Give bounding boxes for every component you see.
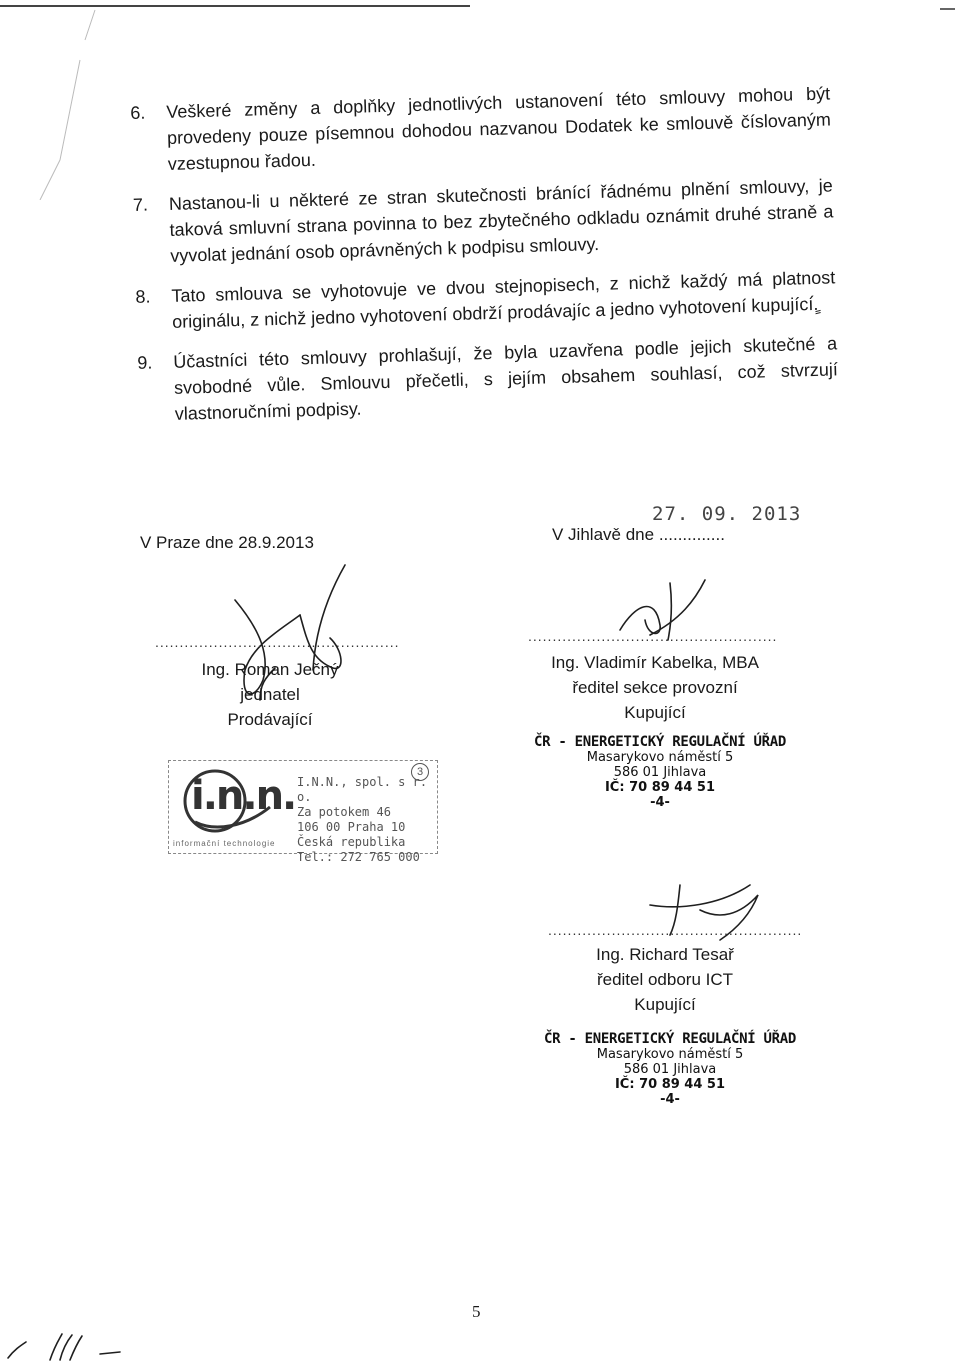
buyer2-signature-line: ....................................................	[548, 922, 803, 938]
clause-7	[133, 172, 835, 270]
contract-clauses	[130, 80, 839, 441]
stamp-street: Masarykovo náměstí 5	[586, 750, 734, 765]
seller-name: Ing. Roman Ječný	[201, 660, 339, 679]
right-place-prefix: V Jihlavě dne	[552, 525, 655, 544]
clause-text: Účastníci této smlouvy prohlašují, že byla uzavřena podle jejich skutečné a svobodné vůle. Smlouvu přečetli, s jejím obsahem souhlasí, což stvrzují vlastnoručními podpisy.	[173, 333, 839, 424]
right-date-dots: ..............	[658, 525, 725, 544]
buyer2-office-stamp	[540, 1032, 800, 1107]
clause-text: Veškeré změny a doplňky jednotlivých ustanovení této smlouvy mohou být provedeny pouze písemnou dohodou nazvanou Dodatek ke smlouvě číslovaným vzestupnou řadou.	[166, 83, 832, 174]
clause-number: 7.	[132, 194, 149, 215]
clause-8	[135, 264, 836, 336]
stamp-city: 586 01 Jihlava	[613, 765, 707, 780]
buyer1-party: Kupující	[624, 703, 686, 722]
stamp-title: ČR - ENERGETICKÝ REGULAČNÍ ÚŘAD	[544, 1031, 796, 1047]
stamp-city: 586 01 Jihlava	[623, 1062, 717, 1077]
seller-block	[175, 657, 365, 732]
inn-phone: Tel.: 272 765 000	[297, 850, 420, 864]
seller-company-stamp	[168, 760, 438, 864]
stamp-street: Masarykovo náměstí 5	[596, 1047, 744, 1062]
inn-stamp-number-badge	[411, 763, 429, 781]
inn-tagline: informační technologie	[173, 839, 276, 848]
clause-text: Tato smlouva se vyhotovuje ve dvou stejnopisech, z nichž každý má platnost originálu, z nichž jedno vyhotovení obdrží prodávajíc a jedno vyhotovení kupujícíٍ.	[171, 267, 836, 332]
inn-city: 106 00 Praha 10	[297, 820, 406, 834]
seller-signature-line: ..................................................	[155, 634, 400, 650]
buyer2-party: Kupující	[634, 995, 696, 1014]
clause-number: 6.	[130, 102, 146, 123]
inn-company-name: I.N.N., spol. s r. o.	[297, 775, 428, 804]
inn-stamp-number: 3	[416, 766, 424, 778]
clause-number: 9.	[137, 352, 153, 373]
scan-fold-mark	[0, 0, 110, 200]
stamp-number: -4-	[660, 1092, 680, 1107]
stamp-number: -4-	[650, 795, 670, 810]
buyer1-role: ředitel sekce provozní	[572, 678, 738, 697]
inn-street: Za potokem 46	[297, 805, 391, 819]
clause-text: Nastanou-li u některé ze stran skutečnosti bránící řádnému plnění smlouvy, je taková smluvní strana povinna to bez zbytečného odkladu oznámit druhé straně a vyvolat jednání osob oprávněných k podpisu smlouvy.	[168, 175, 834, 266]
right-place-date	[552, 525, 725, 545]
buyer2-role: ředitel odboru ICT	[596, 970, 734, 989]
inn-country: Česká republika	[297, 835, 406, 849]
inn-address	[297, 775, 437, 865]
clause-6	[130, 80, 832, 178]
left-place-date: V Praze dne 28.9.2013	[140, 533, 314, 552]
clause-9	[137, 330, 839, 428]
buyer1-name: Ing. Vladimír Kabelka, MBA	[551, 653, 759, 672]
inn-logo-text: i.n.n.	[191, 773, 296, 819]
buyer2-name: Ing. Richard Tesař	[596, 945, 734, 964]
stamp-title: ČR - ENERGETICKÝ REGULAČNÍ ÚŘAD	[534, 734, 786, 750]
buyer1-office-stamp	[530, 735, 790, 810]
stamp-id: IČ: 70 89 44 51	[604, 780, 716, 795]
buyer1-block	[520, 650, 790, 725]
stamp-id: IČ: 70 89 44 51	[614, 1077, 726, 1092]
scan-edge-line-right	[940, 8, 955, 10]
seller-role: jednatel	[240, 685, 300, 704]
buyer1-signature-line: ...................................................	[528, 628, 778, 644]
seller-party: Prodávající	[227, 710, 313, 729]
page-initials	[0, 1330, 130, 1366]
page-number: 5	[472, 1302, 481, 1321]
clause-number: 8.	[135, 286, 151, 307]
stamped-date: 27. 09. 2013	[652, 503, 802, 525]
buyer2-block	[540, 942, 790, 1017]
